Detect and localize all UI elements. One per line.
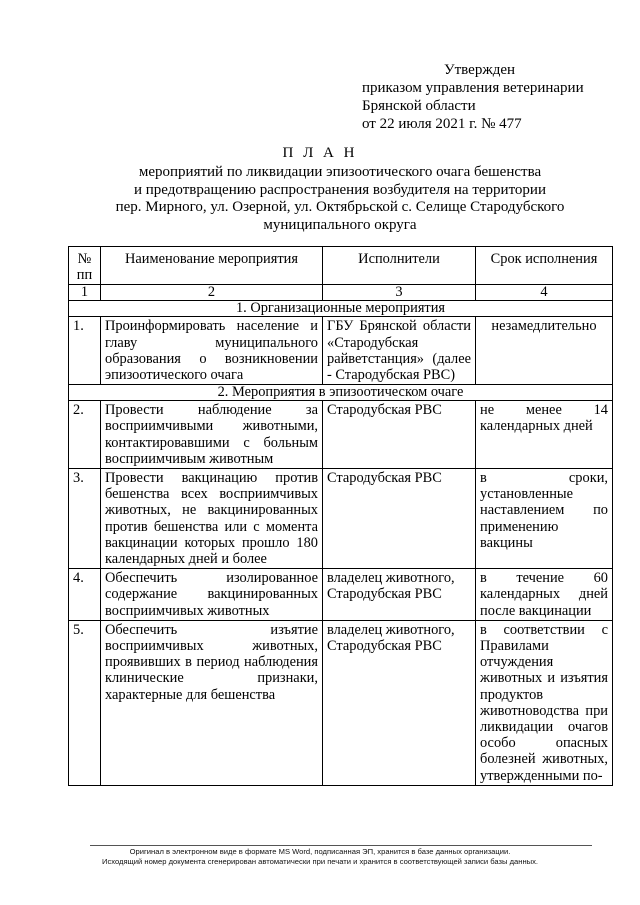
- row-num: 4.: [69, 569, 101, 621]
- plan-subtitle-line: пер. Мирного, ул. Озерной, ул. Октябрьской с. Селище Стародубского: [115, 199, 565, 215]
- plan-title: П Л А Н: [282, 145, 358, 161]
- row-executor: владелец животного, Стародубская РВС: [323, 620, 476, 785]
- column-number: 1: [69, 285, 101, 301]
- column-number: 2: [101, 285, 323, 301]
- column-number: 3: [323, 285, 476, 301]
- header-deadline: Срок исполнения: [476, 247, 613, 285]
- plan-subtitle-line: мероприятий по ликвидации эпизоотического очага бешенства: [138, 164, 542, 180]
- table-row: [69, 401, 613, 469]
- row-deadline: в соответствии с Правилами отчуждения животных и изъятия продуктов животноводства при ликвидации очагов особо опасных болезней животных, утвержденными по-: [476, 620, 613, 785]
- table-header-row: [69, 247, 613, 285]
- approval-heading: Утвержден: [444, 62, 516, 78]
- row-deadline: в сроки, установленные наставлением по применению вакцины: [476, 469, 613, 569]
- row-executor: Стародубская РВС: [323, 401, 476, 469]
- header-num: № пп: [69, 247, 101, 285]
- row-name: Обеспечить изъятие восприимчивых животных, проявивших в период наблюдения клинические признаки, характерные для бешенства: [101, 620, 323, 785]
- row-executor: владелец животного, Стародубская РВС: [323, 569, 476, 621]
- row-name: Провести наблюдение за восприимчивыми животными, контактировавшими с больным восприимчивым животным: [101, 401, 323, 469]
- section-title: 1. Организационные мероприятия: [69, 301, 613, 317]
- plan-subtitle: [90, 164, 590, 234]
- approval-block: [362, 61, 632, 133]
- footer-divider: [90, 845, 592, 846]
- row-name: Проинформировать население и главу муниципального образования о возникновении эпизоотического очага: [101, 317, 323, 385]
- table-row: [69, 469, 613, 569]
- row-num: 5.: [69, 620, 101, 785]
- row-num: 2.: [69, 401, 101, 469]
- row-executor: ГБУ Брянской области «Стародубская райветстанция» (далее - Стародубская РВС): [323, 317, 476, 385]
- row-executor: Стародубская РВС: [323, 469, 476, 569]
- row-name: Обеспечить изолированное содержание вакцинированных восприимчивых животных: [101, 569, 323, 621]
- row-deadline: в течение 60 календарных дней после вакцинации: [476, 569, 613, 621]
- footer-line: Оригинал в электронном виде в формате MS Word, подписанная ЭП, хранится в базе данных организации.: [129, 847, 511, 856]
- table-row: [69, 569, 613, 621]
- row-num: 3.: [69, 469, 101, 569]
- plan-subtitle-line: муниципального округа: [263, 216, 417, 233]
- column-number-row: [69, 285, 613, 301]
- header-executor: Исполнители: [323, 247, 476, 285]
- column-number: 4: [476, 285, 613, 301]
- table-row: [69, 620, 613, 785]
- row-deadline: незамедлительно: [476, 317, 613, 385]
- footer-note: [0, 847, 640, 867]
- approval-order: приказом управления ветеринарии: [362, 80, 584, 96]
- plan-table: [68, 246, 613, 786]
- footer-line: Исходящий номер документа сгенерирован автоматически при печати и хранится в соответствующей записи базы данных.: [101, 856, 538, 866]
- approval-date: от 22 июля 2021 г. № 477: [362, 116, 522, 132]
- approval-region: Брянской области: [362, 98, 476, 114]
- row-name: Провести вакцинацию против бешенства всех восприимчивых животных, не вакцинированных против бешенства или с момента вакцинации которых прошло 180 календарных дней и более: [101, 469, 323, 569]
- section-row: [69, 301, 613, 317]
- header-name: Наименование мероприятия: [101, 247, 323, 285]
- table-row: [69, 317, 613, 385]
- plan-subtitle-line: и предотвращению распространения возбудителя на территории: [134, 181, 546, 198]
- section-title: 2. Мероприятия в эпизоотическом очаге: [69, 385, 613, 401]
- row-num: 1.: [69, 317, 101, 385]
- row-deadline: не менее 14 календарных дней: [476, 401, 613, 469]
- section-row: [69, 385, 613, 401]
